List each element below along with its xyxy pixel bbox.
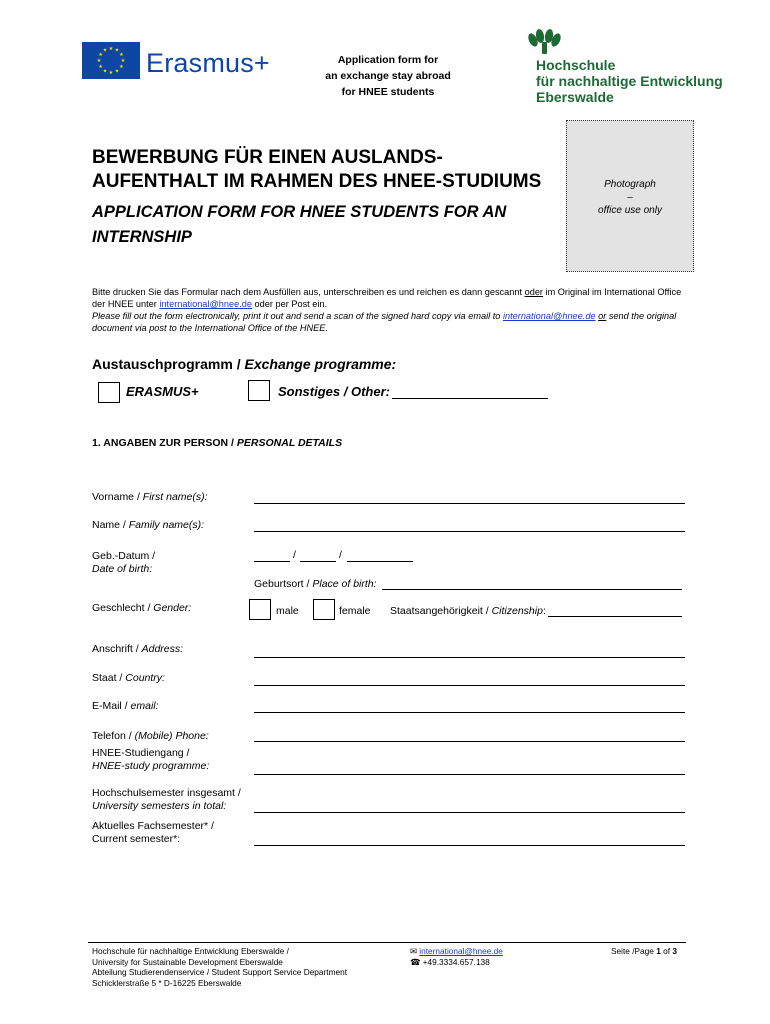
intro-german: Bitte drucken Sie das Formular nach dem Ausfüllen aus, unterschreiben es und reichen es dann gescannt oder im Original im International Office der HNEE unter international@hnee.de oder per Post ein.: [92, 287, 682, 309]
footer-divider: [88, 942, 686, 943]
svg-text:★: ★: [102, 47, 108, 54]
phone-icon: ☎: [410, 956, 421, 967]
email-label: E-Mail / email:: [92, 700, 159, 712]
other-programme-input[interactable]: [392, 398, 548, 399]
dob-day-input[interactable]: [254, 561, 290, 562]
intro-english: Please fill out the form electronically, print it out and send a scan of the signed hard copy via email to international@hnee.de or send the original document via post to the International Office of the HNEE.: [92, 311, 677, 333]
title-de-line1: BEWERBUNG FÜR EINEN AUSLANDS-: [92, 147, 443, 168]
dob-month-input[interactable]: [300, 561, 336, 562]
phone-label: Telefon / (Mobile) Phone:: [92, 730, 209, 742]
title-en-line1: APPLICATION FORM FOR HNEE STUDENTS FOR AN: [92, 203, 507, 221]
hnee-leaf-logo-icon: [528, 28, 562, 54]
other-programme-label: Sonstiges / Other:: [278, 384, 390, 399]
section-personal-details-heading: 1. ANGABEN ZUR PERSON / PERSONAL DETAILS: [92, 437, 343, 449]
gender-male-label: male: [276, 605, 299, 617]
header-caption-line1: Application form for: [337, 54, 439, 66]
svg-text:★: ★: [98, 64, 103, 70]
intro-email-link-de[interactable]: international@hnee.de: [159, 299, 252, 309]
footer-line1: Hochschule für nachhaltige Entwicklung Eberswalde /: [92, 946, 289, 956]
header-caption-line3: for HNEE students: [341, 86, 435, 98]
svg-text:★: ★: [108, 46, 114, 52]
title-en-line2: INTERNSHIP: [92, 228, 192, 246]
place-of-birth-label: Geburtsort / Place of birth:: [254, 578, 377, 590]
photo-office-note: office use only: [598, 205, 662, 216]
citizenship-input[interactable]: [548, 616, 682, 617]
footer-address: [92, 946, 347, 988]
intro-instructions: [92, 286, 692, 334]
eu-flag-logo: [82, 42, 140, 79]
erasmus-checkbox[interactable]: [98, 382, 120, 403]
svg-text:★: ★: [102, 68, 108, 75]
erasmus-logo-text: Erasmus+: [146, 48, 270, 78]
photo-placeholder-text: [566, 178, 694, 217]
footer-line4: Schicklerstraße 5 * D-16225 Eberswalde: [92, 977, 242, 988]
first-name-input[interactable]: [254, 503, 685, 504]
first-name-label: Vorname / First name(s):: [92, 491, 208, 503]
header-caption-line2: an exchange stay abroad: [325, 70, 451, 82]
svg-text:★: ★: [119, 64, 124, 70]
svg-text:★: ★: [114, 68, 120, 75]
photo-label: Photograph: [604, 179, 656, 190]
photo-dash: –: [627, 192, 633, 203]
hnee-name-line1: Hochschule: [536, 57, 616, 73]
phone-input[interactable]: [254, 741, 685, 742]
svg-text:★: ★: [114, 47, 120, 54]
hnee-name-line2: für nachhaltige Entwicklung: [536, 73, 723, 89]
gender-label: Geschlecht / Gender:: [92, 602, 192, 614]
other-programme-checkbox[interactable]: [248, 380, 270, 401]
envelope-icon: ✉: [410, 946, 417, 956]
dob-year-input[interactable]: [347, 561, 413, 562]
university-semesters-input[interactable]: [254, 812, 685, 813]
svg-text:★: ★: [98, 52, 103, 58]
header-form-caption: [312, 52, 464, 100]
footer-phone: +49.3334.657.138: [422, 956, 490, 967]
footer-email-link[interactable]: international@hnee.de: [419, 946, 503, 956]
date-of-birth-label: Geb.-Datum / Date of birth:: [92, 550, 156, 575]
gender-male-checkbox[interactable]: [249, 599, 271, 620]
footer-line2: University for Sustainable Development Eberswalde: [92, 956, 283, 967]
country-input[interactable]: [254, 685, 685, 686]
family-name-label: Name / Family name(s):: [92, 519, 205, 531]
svg-text:★: ★: [120, 58, 126, 64]
title-german: [92, 146, 562, 194]
study-programme-input[interactable]: [254, 774, 685, 775]
citizenship-label: Staatsangehörigkeit / Citizenship:: [390, 605, 546, 617]
email-input[interactable]: [254, 712, 685, 713]
svg-text:★: ★: [96, 58, 102, 64]
hnee-name-line3: Eberswalde: [536, 89, 614, 105]
country-label: Staat / Country:: [92, 672, 165, 684]
title-de-line2: AUFENTHALT IM RAHMEN DES HNEE-STUDIUMS: [92, 171, 542, 192]
address-input[interactable]: [254, 657, 685, 658]
exchange-programme-heading: Austauschprogramm / Exchange programme:: [92, 356, 397, 372]
university-semesters-label: Hochschulsemester insgesamt / University semesters in total:: [92, 787, 241, 812]
title-english: [92, 200, 562, 250]
svg-text:★: ★: [119, 52, 124, 58]
gender-female-label: female: [339, 605, 371, 617]
footer-page-number: Seite /Page 1 of 3: [611, 946, 677, 956]
footer-line3: Abteilung Studierendenservice / Student Support Service Department: [92, 967, 348, 977]
gender-female-checkbox[interactable]: [313, 599, 335, 620]
dob-separator-1: /: [293, 549, 296, 561]
footer-contact: [410, 946, 503, 967]
address-label: Anschrift / Address:: [92, 643, 184, 655]
svg-text:★: ★: [108, 70, 114, 76]
study-programme-label: HNEE-Studiengang / HNEE-study programme:: [92, 747, 210, 772]
intro-email-link-en[interactable]: international@hnee.de: [502, 311, 596, 321]
current-semester-input[interactable]: [254, 845, 685, 846]
place-of-birth-input[interactable]: [382, 589, 682, 590]
hnee-logo-text: [536, 57, 723, 105]
eu-stars-icon: [82, 42, 140, 79]
family-name-input[interactable]: [254, 531, 685, 532]
dob-separator-2: /: [339, 549, 342, 561]
current-semester-label: Aktuelles Fachsemester* / Current semester*:: [92, 820, 214, 845]
erasmus-option-label: ERASMUS+: [126, 384, 199, 399]
